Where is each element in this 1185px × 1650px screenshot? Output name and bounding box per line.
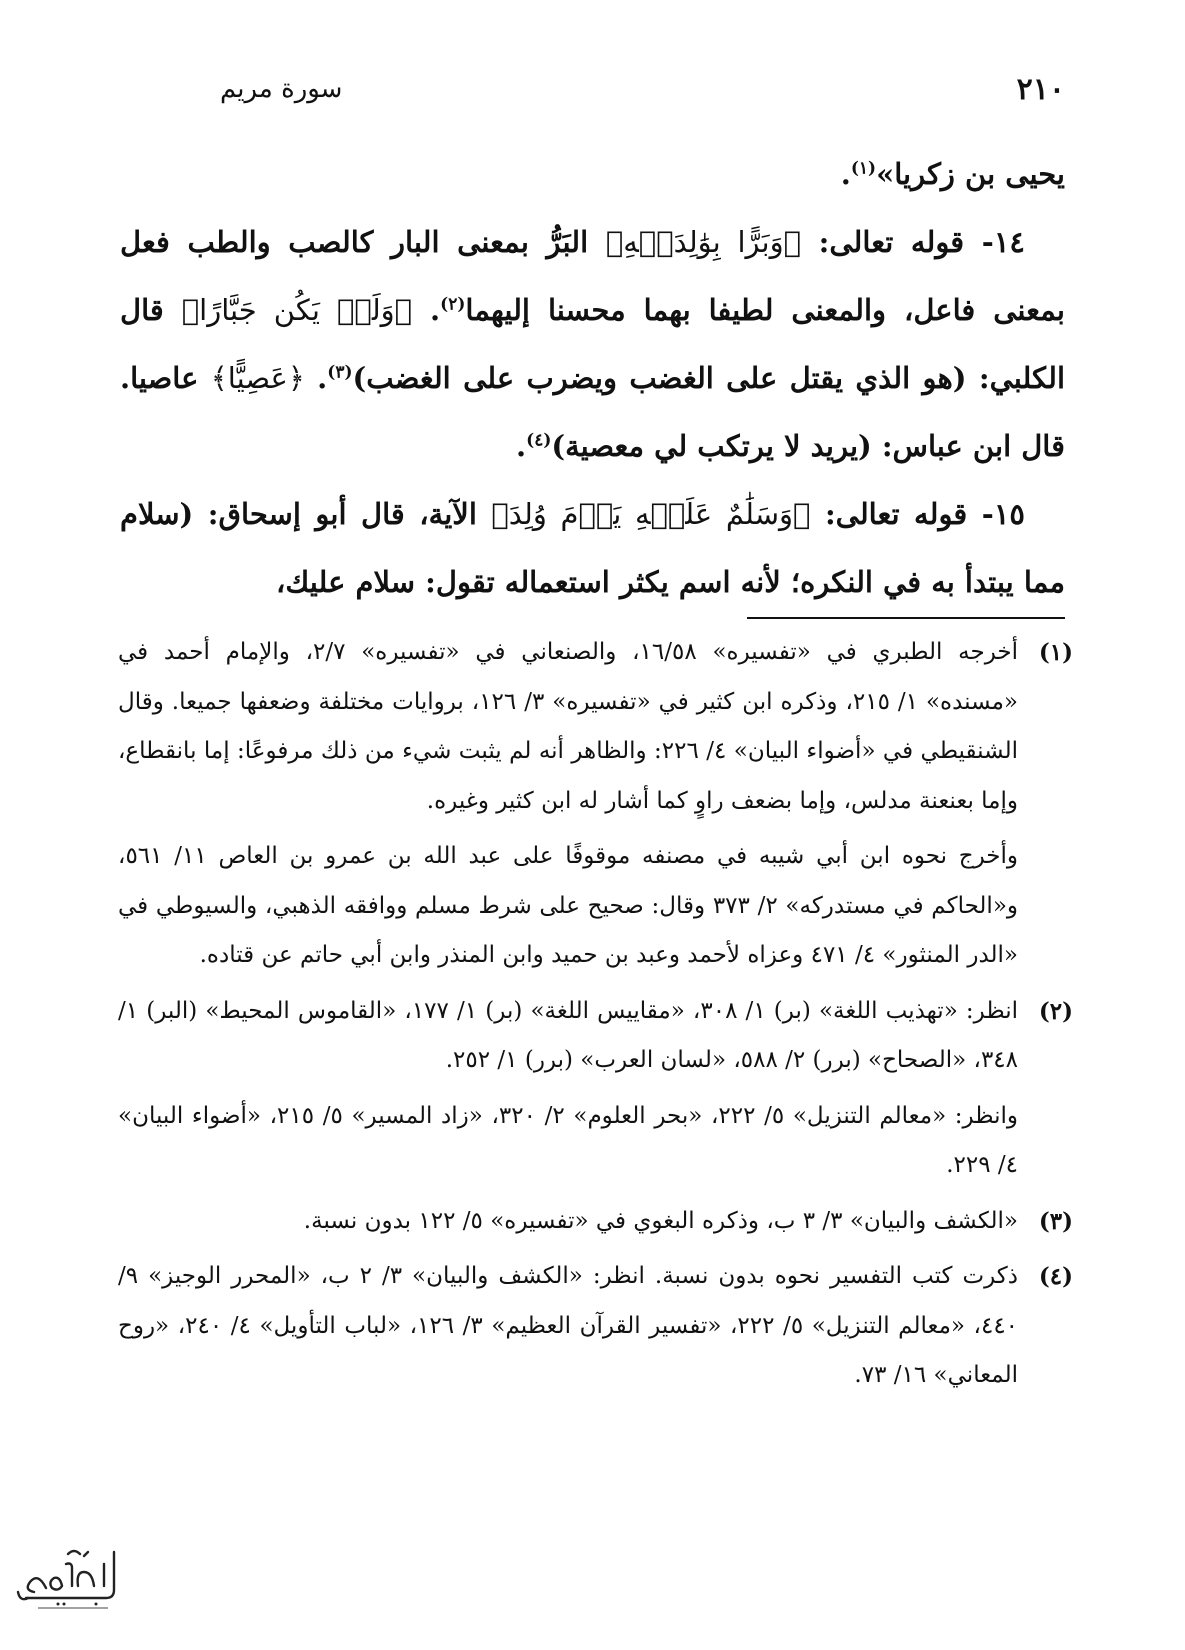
commentary-text: البَرُّ بمعنى البار كالصب والطب فعل بمعنى فاعل، والمعنى لطيفا بهما محسنا إليهما (120, 225, 1065, 327)
verse-15-paragraph (120, 480, 1065, 616)
footnote-paragraph: انظر: «تهذيب اللغة» (بر) ١/ ٣٠٨، «مقاييس اللغة» (بر) ١/ ١٧٧، «القاموس المحيط» (البر) ١/ ٣٤٨، «الصحاح» (برر) ٢/ ٥٨٨، «لسان العرب» (برر) ١/ ٢٥٢. (118, 997, 1018, 1073)
verse-14-lead: ١٤- قوله تعالى: (801, 225, 1026, 259)
footnote-number: (٣) (1038, 1207, 1073, 1235)
footnote-number: (٤) (1038, 1263, 1073, 1290)
quran-quote: ﴿وَسَلَٰمٌ عَلَيۡهِ يَوۡمَ وُلِدَ﴾ (491, 497, 811, 531)
footnote-paragraph: وانظر: «معالم التنزيل» ٥/ ٢٢٢، «بحر العلوم» ٢/ ٣٢٠، «زاد المسير» ٥/ ٢١٥، «أضواء البيان» ٤/ ٢٢٩. (118, 1102, 1018, 1178)
quran-quote: ﴿وَبَرًّا بِوَٰلِدَيۡهِ﴾ (605, 225, 802, 259)
footnote-3 (118, 1197, 1073, 1247)
footnote-ref-4: (٤) (526, 430, 552, 451)
intro-text: يحيى بن زكريا» (876, 157, 1065, 191)
surah-title: سورة مريم (220, 74, 343, 104)
footnote-paragraph: وأخرج نحوه ابن أبي شيبه في مصنفه موقوفًا على عبد الله بن عمرو بن العاص ١١/ ٥٦١، و«الحاكم في مستدركه» ٢/ ٣٧٣ وقال: صحيح على شرط مسلم ووافقه الذهبي، والسيوطي في «الدر المنثور» ٤/ ٤٧١ وعزاه لأحمد وعبد بن حميد وابن المنذر وابن أبي حاتم عن قتاده. (118, 843, 1019, 968)
verse-14-paragraph (120, 208, 1065, 480)
footnote-number: (٢) (1038, 997, 1073, 1025)
library-stamp-logo (8, 1542, 126, 1614)
commentary-text: قال الكلبي: (هو الذي يقتل على الغضب ويضرب على الغضب) (120, 293, 1065, 395)
intro-end: . (840, 157, 851, 191)
footnote-ref-2: (٢) (440, 294, 466, 315)
footnote-ref-1: (١) (850, 158, 877, 179)
footnote-2 (118, 987, 1073, 1191)
verse-15-lead: ١٥- قوله تعالى: (810, 497, 1025, 531)
footnote-ref-3: (٣) (327, 362, 353, 383)
page-header (120, 72, 1065, 112)
footnote-number: (١) (1038, 639, 1073, 666)
footnote-4 (118, 1252, 1073, 1401)
footnotes-section (118, 628, 1073, 1401)
footnote-paragraph: «الكشف والبيان» ٣/ ٣ ب، وذكره البغوي في «تفسيره» ٥/ ١٢٢ بدون نسبة. (303, 1207, 1018, 1234)
quran-quote: ﴿عَصِيًّا﴾ (210, 361, 305, 395)
main-text (120, 140, 1065, 616)
page-number: ٢١٠ (1016, 72, 1065, 107)
commentary-text: . (516, 429, 527, 463)
footnote-1 (118, 628, 1073, 981)
footnote-paragraph: أخرجه الطبري في «تفسيره» ١٦/٥٨، والصنعاني في «تفسيره» ٢/٧، والإمام أحمد في «مسنده» ١/ ٢١٥، وذكره ابن كثير في «تفسيره» ٣/ ١٢٦، بروايات مختلفة وضعفها جميعا. وقال الشنقيطي في «أضواء البيان» ٤/ ٢٢٦: والظاهر أنه لم يثبت شيء من ذلك مرفوعًا: إما بانقطاع، وإما بعنعنة مدلس، وإما بضعف راوٍ كما أشار له ابن كثير وغيره. (118, 639, 1018, 814)
intro-paragraph (120, 140, 1065, 208)
quran-quote: ﴿وَلَمۡ يَكُن جَبَّارًا﴾ (181, 293, 413, 327)
commentary-text: الآية، قال أبو إسحاق: (سلام مما يبتدأ به في النكره؛ لأنه اسم يكثر استعماله تقول: سلام عليك، (120, 497, 1065, 599)
footnote-separator (747, 617, 1065, 619)
commentary-text: . (412, 293, 441, 327)
footnote-paragraph: ذكرت كتب التفسير نحوه بدون نسبة. انظر: «الكشف والبيان» ٣/ ٢ ب، «المحرر الوجيز» ٩/ ٤٤٠، «معالم التنزيل» ٥/ ٢٢٢، «تفسير القرآن العظيم» ٣/ ١٢٦، «لباب التأويل» ٤/ ٢٤٠، «روح المعاني» ١٦/ ٧٣. (118, 1263, 1019, 1388)
commentary-text: . (304, 361, 328, 395)
commentary-text: عاصيا. قال ابن عباس: (يريد لا يرتكب لي معصية) (120, 361, 1065, 463)
